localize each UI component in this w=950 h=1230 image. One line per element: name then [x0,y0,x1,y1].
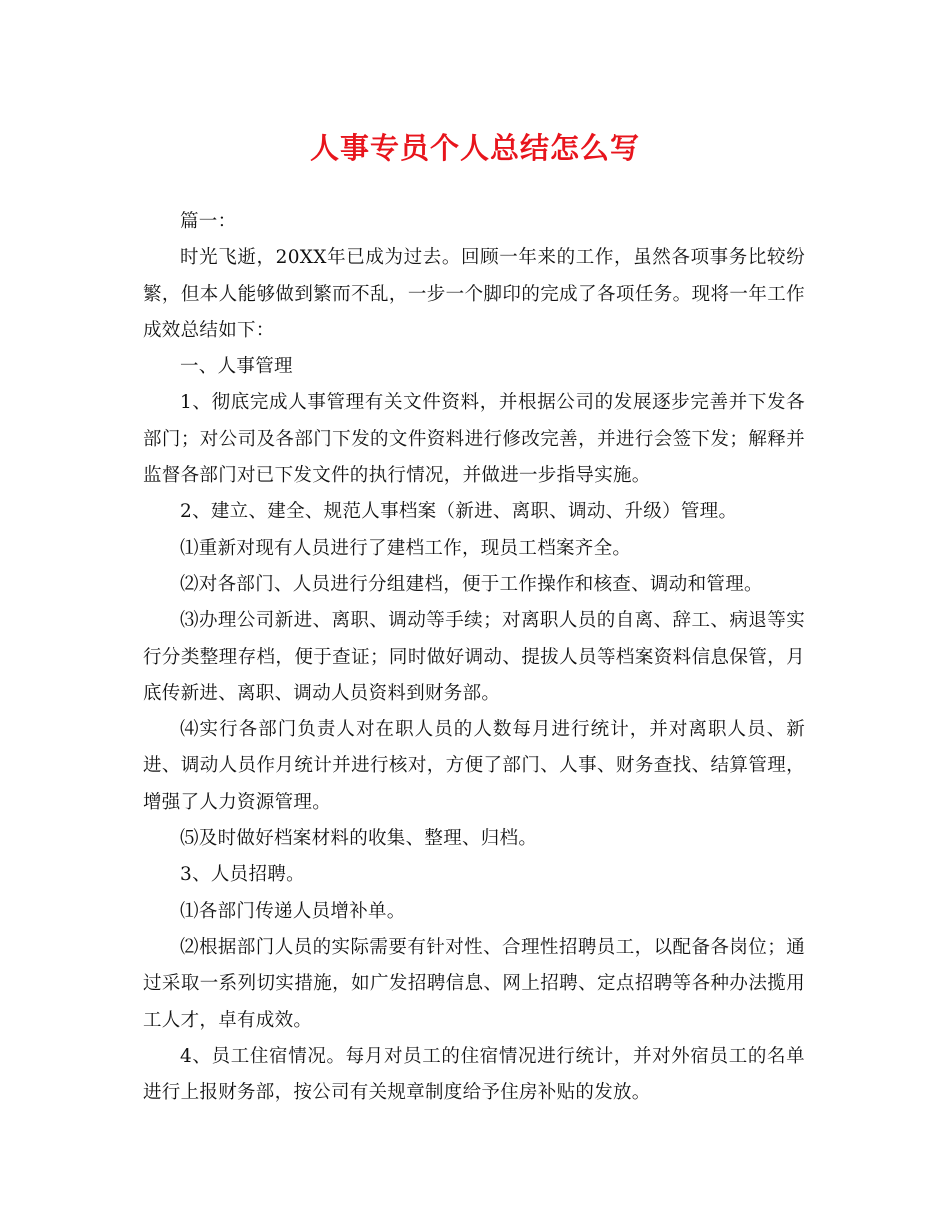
paragraph-sub-item-3-1: ⑴各部门传递人员增补单。 [180,900,406,922]
paragraph-sub-item-2-3: ⑶办理公司新进、离职、调动等手续；对离职人员的自离、辞工、病退等实行分类整理存档，便于查证；同时做好调动、提拔人员等档案资料信息保管，月底传新进、离职、调动人员资料到财务部。 [143,610,805,704]
paragraph-item-4: 4、员工住宿情况。每月对员工的住宿情况进行统计，并对外宿员工的名单进行上报财务部，按公司有关规章制度给予住房补贴的发放。 [143,1045,805,1104]
paragraph-item-3: 3、人员招聘。 [180,864,305,886]
intro-paragraph: 时光飞逝，20XX年已成为过去。回顾一年来的工作，虽然各项事务比较纷繁，但本人能够做到繁而不乱，一步一个脚印的完成了各项任务。现将一年工作成效总结如下： [143,247,805,341]
paragraph-sub-item-3-2: ⑵根据部门人员的实际需要有针对性、合理性招聘员工，以配备各岗位；通过采取一系列切实措施，如广发招聘信息、网上招聘、定点招聘等各种办法揽用工人才，卓有成效。 [143,936,805,1031]
section-heading-hr-management: 一、人事管理 [180,356,293,378]
paragraph-sub-item-2-1: ⑴重新对现有人员进行了建档工作，现员工档案齐全。 [180,537,632,559]
document-body [143,204,805,1111]
paragraph-item-2: 2、建立、建全、规范人事档案（新进、离职、调动、升级）管理。 [180,501,738,523]
paragraph-sub-item-2-4: ⑷实行各部门负责人对在职人员的人数每月进行统计，并对离职人员、新进、调动人员作月统计并进行核对，方便了部门、人事、财务查找、结算管理，增强了人力资源管理。 [143,719,805,813]
section-heading-part-one: 篇一： [180,211,237,232]
paragraph-sub-item-2-5: ⑸及时做好档案材料的收集、整理、归档。 [180,828,538,850]
paragraph-sub-item-2-2: ⑵对各部门、人员进行分组建档，便于工作操作和核查、调动和管理。 [180,573,763,595]
document-title: 人事专员个人总结怎么写 [309,131,640,165]
paragraph-item-1: 1、彻底完成人事管理有关文件资料，并根据公司的发展逐步完善并下发各部门；对公司及各部门下发的文件资料进行修改完善，并进行会签下发；解释并监督各部门对已下发文件的执行情况，并做进一步指导实施。 [143,392,805,487]
